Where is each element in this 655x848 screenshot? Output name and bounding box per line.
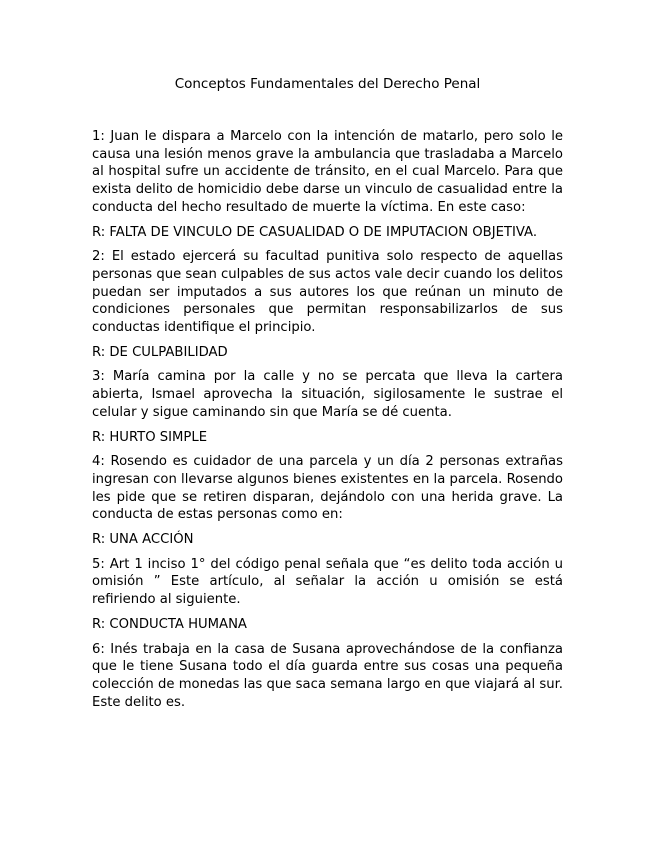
answer-2: R: DE CULPABILIDAD — [92, 344, 228, 360]
answer-3: R: HURTO SIMPLE — [92, 429, 208, 445]
answer-1: R: FALTA DE VINCULO DE CASUALIDAD O DE IMPUTACION OBJETIVA. — [92, 224, 538, 240]
document-body — [92, 128, 563, 718]
question-5: 5: Art 1 inciso 1° del código penal señala que “es delito toda acción u omisión ” Este artículo, al señalar la acción u omisión se está refiriendo al siguiente. — [92, 556, 563, 608]
question-6: 6: Inés trabaja en la casa de Susana aprovechándose de la confianza que le tiene Susana todo el día guarda entre sus cosas una pequeña colección de monedas las que saca semana largo en que viajará al sur. Este delito es. — [92, 641, 563, 710]
answer-5: R: CONDUCTA HUMANA — [92, 616, 247, 632]
question-3: 3: María camina por la calle y no se percata que lleva la cartera abierta, Ismael aprovecha la situación, sigilosamente le sustrae el celular y sigue caminando sin que María se dé cuenta. — [92, 369, 563, 420]
answer-4: R: UNA ACCIÓN — [92, 532, 194, 548]
question-4: 4: Rosendo es cuidador de una parcela y un día 2 personas extrañas ingresan con llevarse algunos bienes existentes en la parcela. Rosendo les pide que se retiren disparan, dejándolo con una herida grave. La conducta de estas personas como en: — [92, 454, 563, 523]
question-1: 1: Juan le dispara a Marcelo con la intención de matarlo, pero solo le causa una lesión menos grave la ambulancia que trasladaba a Marcelo al hospital sufre un accidente de tránsito, en el cual Marcelo. Para que exista delito de homicidio debe darse un vinculo de casualidad entre la conducta del hecho resultado de muerte la víctima. En este caso: — [92, 129, 563, 215]
question-2: 2: El estado ejercerá su facultad punitiva solo respecto de aquellas personas que sean culpables de sus actos vale decir cuando los delitos puedan ser imputados a sus autores los que reúnan un minuto de condiciones personales que permitan responsabilizarlos de sus conductas identifique el principio. — [92, 249, 563, 336]
document-title: Conceptos Fundamentales del Derecho Penal — [174, 76, 481, 92]
